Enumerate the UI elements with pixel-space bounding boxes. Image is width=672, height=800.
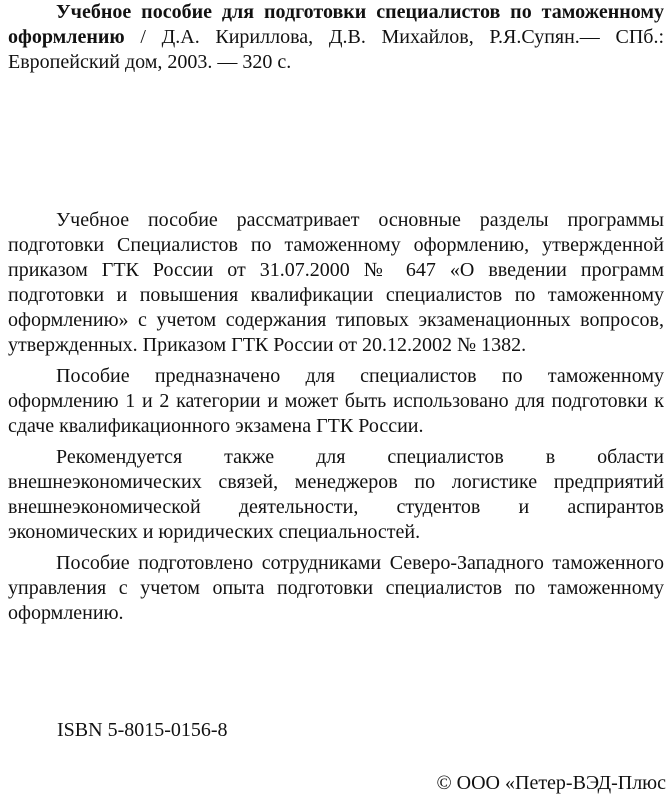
abstract-paragraph-recommendation: Рекомендуется также для специалистов в области внешнеэкономических связей, менеджеров по логистике предприятий внешнеэкономической деятельности, студентов и аспирантов экономических и юридических специальностей. bbox=[8, 446, 664, 543]
abstract-paragraph-audience: Пособие предназначено для специалистов по таможенному оформлению 1 и 2 категории и может быть использовано для подготовки к сдаче квалификационного экзамена ГТК России. bbox=[8, 365, 664, 437]
abstract-paragraph-scope: Учебное пособие рассматривает основные разделы программы подготовки Специалистов по таможенному оформлению, утвержденной приказом ГТК России от 31.07.2000 № 647 «О введении программ подготовки и повышения квалификации специалистов по таможенному оформлению» с учетом содержания типовых экзаменационных вопросов, утвержденных. Приказом ГТК России от 20.12.2002 № 1382. bbox=[8, 209, 664, 356]
book-title: Учебное пособие для подготовки специалистов по таможенному оформлению bbox=[8, 1, 664, 48]
bibliographic-details: / Д.А. Кириллова, Д.В. Михайлов, Р.Я.Супян.— СПб.: Европейский дом, 2003. — 320 с. bbox=[8, 26, 664, 73]
abstract bbox=[8, 208, 664, 626]
isbn: ISBN 5-8015-0156-8 bbox=[57, 719, 228, 741]
copyright-notice: © ООО «Петер-ВЭД-Плюс bbox=[436, 772, 666, 794]
bibliographic-record bbox=[8, 0, 664, 75]
abstract-paragraph-authors: Пособие подготовлено сотрудниками Северо-Западного таможенного управления с учетом опыта подготовки специалистов по таможенному оформлению. bbox=[8, 552, 664, 624]
